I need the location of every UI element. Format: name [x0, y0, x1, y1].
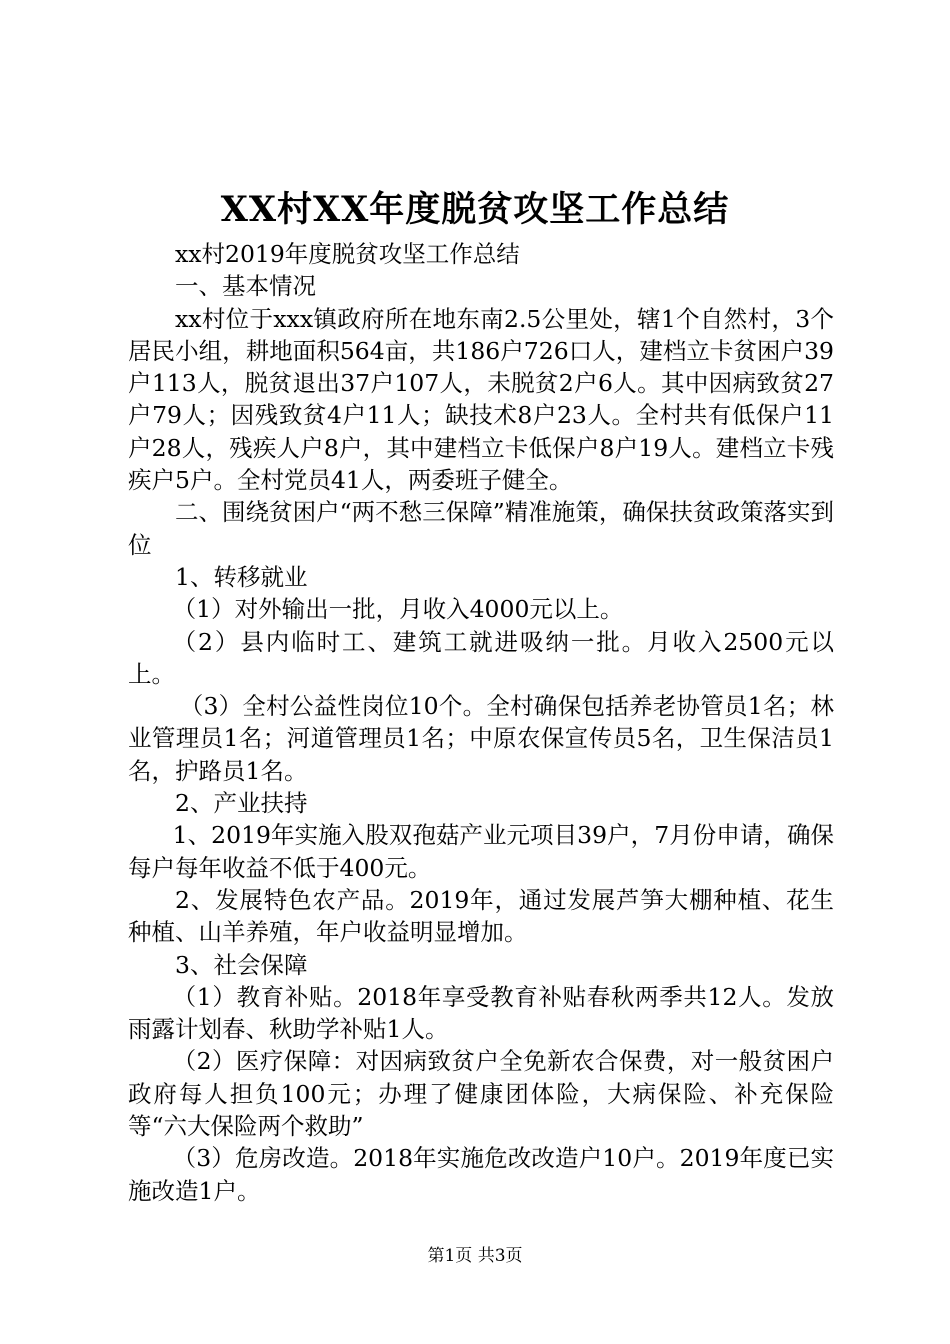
item-industry-1: 1、2019年实施入股双孢菇产业元项目39户，7月份申请，确保每户每年收益不低于400元。 — [128, 821, 834, 882]
heading-basic-situation: 一、基本情况 — [175, 272, 316, 301]
item-employment-3: （3）全村公益性岗位10个。全村确保包括养老协管员1名；林业管理员1名；河道管理员1名；中原农保宣传员5名，卫生保洁员1名，护路员1名。 — [128, 692, 834, 785]
document-title: XX村XX年度脱贫攻坚工作总结 — [220, 189, 730, 230]
item-industry-2: 2、发展特色农产品。2019年，通过发展芦笋大棚种植、花生种植、山羊养殖，年户收益明显增加。 — [128, 885, 834, 947]
item-social-2: （2）医疗保障：对因病致贫户全免新农合保费，对一般贫困户政府每人担负100元；办理了健康团体险，大病保险、补充保险等“六大保险两个救助” — [128, 1047, 834, 1141]
heading-social-security: 3、社会保障 — [175, 950, 308, 979]
item-employment-1: （1）对外输出一批，月收入4000元以上。 — [172, 595, 624, 624]
item-social-3: （3）危房改造。2018年实施危改改造户10户。2019年度已实施改造1户。 — [128, 1144, 834, 1205]
heading-precise-policies: 二、围绕贫困户“两不愁三保障”精准施策，确保扶贫政策落实到位 — [128, 498, 834, 559]
document-body — [128, 238, 834, 1207]
page-number: 第1页 共3页 — [427, 1246, 523, 1266]
heading-employment: 1、转移就业 — [175, 562, 308, 591]
item-employment-2: （2）县内临时工、建筑工就进吸纳一批。月收入2500元以上。 — [128, 627, 834, 688]
item-social-1: （1）教育补贴。2018年享受教育补贴春秋两季共12人。发放雨露计划春、秋助学补贴1人。 — [128, 982, 834, 1044]
paragraph-subtitle: xx村2019年度脱贫攻坚工作总结 — [175, 240, 520, 268]
paragraph-basic-situation: xx村位于xxx镇政府所在地东南2.5公里处，辖1个自然村，3个居民小组，耕地面积564亩，共186户726口人，建档立卡贫困户39户113人，脱贫退出37户107人，未脱贫2户6人。其中因病致贫27户79人；因残致贫4户11人；缺技术8户23人。全村共有低保户11户28人，残疾人户8户，其中建档立卡低保户8户19人。建档立卡残疾户5户。全村党员41人，两委班子健全。 — [128, 304, 834, 495]
heading-industry-support: 2、产业扶持 — [175, 789, 308, 818]
